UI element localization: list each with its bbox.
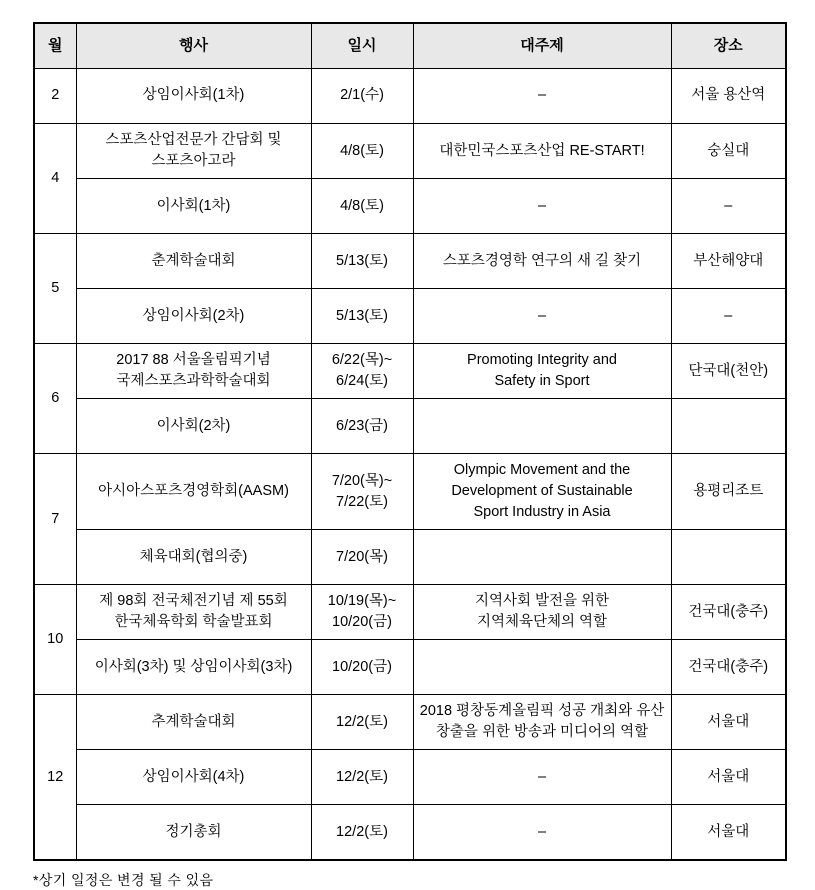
event-cell-line: 상임이사회(2차) xyxy=(142,307,245,324)
date-cell-line: 10/19(목)~ xyxy=(327,593,397,610)
place-cell xyxy=(671,69,786,124)
table-row xyxy=(34,695,786,750)
place-cell xyxy=(671,530,786,585)
month-cell: 6 xyxy=(34,344,76,454)
event-cell-lines xyxy=(81,547,307,568)
schedule-table xyxy=(33,22,787,861)
topic-cell xyxy=(413,640,671,695)
place-cell-line: 서울 용산역 xyxy=(691,87,766,104)
event-cell-line: 이사회(1차) xyxy=(156,197,231,214)
topic-cell-line: – xyxy=(537,87,547,104)
event-cell-line: 추계학술대회 xyxy=(151,713,236,730)
date-cell-line: 10/20(금) xyxy=(332,614,392,631)
place-cell-lines xyxy=(676,85,782,106)
date-cell-lines xyxy=(316,822,409,843)
column-header-topic: 대주제 xyxy=(413,23,671,69)
date-cell xyxy=(311,640,413,695)
place-cell-line: 단국대(천안) xyxy=(688,362,769,379)
date-cell-lines xyxy=(316,657,409,678)
topic-cell xyxy=(413,289,671,344)
date-cell-line: 5/13(토) xyxy=(336,252,388,269)
footnote: *상기 일정은 변경 될 수 있음 xyxy=(33,872,214,889)
event-cell-lines xyxy=(81,251,307,272)
event-cell-lines xyxy=(81,350,307,392)
date-cell-lines xyxy=(316,196,409,217)
topic-cell xyxy=(413,69,671,124)
event-cell-line: 스포츠아고라 xyxy=(151,153,236,170)
date-cell-lines xyxy=(316,547,409,568)
date-cell-lines xyxy=(316,416,409,437)
event-cell xyxy=(76,179,311,234)
topic-cell-line: – xyxy=(537,197,547,214)
topic-cell-line: Sport Industry in Asia xyxy=(473,504,611,521)
date-cell xyxy=(311,344,413,399)
column-header-event: 행사 xyxy=(76,23,311,69)
date-cell-line: 5/13(토) xyxy=(336,307,388,324)
month-cell: 10 xyxy=(34,585,76,695)
place-cell-lines xyxy=(676,767,782,788)
topic-cell-lines xyxy=(418,822,667,843)
topic-cell-line: Olympic Movement and the xyxy=(453,462,631,479)
date-cell-lines xyxy=(316,350,409,392)
date-cell-lines xyxy=(316,712,409,733)
place-cell xyxy=(671,750,786,805)
event-cell-line: 아시아스포츠경영학회(AASM) xyxy=(98,483,289,500)
event-cell xyxy=(76,69,311,124)
date-cell-line: 7/20(목)~ xyxy=(331,472,393,489)
event-cell-lines xyxy=(81,481,307,502)
month-cell: 12 xyxy=(34,695,76,861)
event-cell-line: 체육대회(협의중) xyxy=(139,548,248,565)
topic-cell-lines xyxy=(418,196,667,217)
date-cell xyxy=(311,454,413,530)
place-cell-lines xyxy=(676,306,782,327)
date-cell-lines xyxy=(316,471,409,513)
event-cell-line: 이사회(3차) 및 상임이사회(3차) xyxy=(94,658,293,675)
date-cell xyxy=(311,695,413,750)
event-cell-lines xyxy=(81,416,307,437)
table-row xyxy=(34,805,786,861)
event-cell-line: 한국체육학회 학술발표회 xyxy=(114,614,273,631)
table-row xyxy=(34,344,786,399)
place-cell-line: 건국대(충주) xyxy=(688,658,769,675)
column-header-place: 장소 xyxy=(671,23,786,69)
topic-cell-line: 대한민국스포츠산업 RE-START! xyxy=(439,142,645,159)
topic-cell-lines xyxy=(418,85,667,106)
topic-cell xyxy=(413,344,671,399)
event-cell-lines xyxy=(81,306,307,327)
topic-cell-line: – xyxy=(537,307,547,324)
date-cell-lines xyxy=(316,591,409,633)
event-cell-line: 국제스포츠과학학술대회 xyxy=(116,373,271,390)
date-cell xyxy=(311,179,413,234)
date-cell xyxy=(311,585,413,640)
event-cell xyxy=(76,289,311,344)
event-cell-line: 이사회(2차) xyxy=(156,417,231,434)
date-cell-lines xyxy=(316,141,409,162)
topic-cell-lines xyxy=(418,767,667,788)
place-cell xyxy=(671,124,786,179)
event-cell-lines xyxy=(81,130,307,172)
event-cell-lines xyxy=(81,85,307,106)
place-cell-line: 부산해양대 xyxy=(693,252,764,269)
event-cell-lines xyxy=(81,822,307,843)
date-cell xyxy=(311,399,413,454)
date-cell xyxy=(311,805,413,861)
event-cell xyxy=(76,344,311,399)
date-cell xyxy=(311,530,413,585)
table-row xyxy=(34,234,786,289)
table-row xyxy=(34,69,786,124)
topic-cell-line: – xyxy=(537,768,547,785)
month-cell: 7 xyxy=(34,454,76,585)
event-cell-line: 제 98회 전국체전기념 제 55회 xyxy=(99,593,288,610)
topic-cell xyxy=(413,399,671,454)
place-cell-lines xyxy=(676,361,782,382)
topic-cell xyxy=(413,179,671,234)
event-cell-line: 춘계학술대회 xyxy=(151,252,236,269)
topic-cell xyxy=(413,234,671,289)
event-cell xyxy=(76,640,311,695)
event-cell-line: 정기총회 xyxy=(165,823,222,840)
date-cell-line: 2/1(수) xyxy=(340,87,384,104)
date-cell-lines xyxy=(316,767,409,788)
place-cell xyxy=(671,344,786,399)
place-cell-line: – xyxy=(724,197,733,214)
topic-cell-line: Safety in Sport xyxy=(494,373,590,390)
date-cell-line: 12/2(토) xyxy=(336,713,388,730)
date-cell-line: 6/23(금) xyxy=(336,417,388,434)
place-cell xyxy=(671,234,786,289)
date-cell-line: 7/22(토) xyxy=(336,493,388,510)
place-cell-line: 숭실대 xyxy=(707,142,750,159)
event-cell-line: 상임이사회(4차) xyxy=(142,768,245,785)
topic-cell-lines xyxy=(418,251,667,272)
date-cell-line: 7/20(목) xyxy=(336,548,388,565)
date-cell-lines xyxy=(316,85,409,106)
table-row xyxy=(34,640,786,695)
date-cell xyxy=(311,124,413,179)
table-row xyxy=(34,124,786,179)
event-cell xyxy=(76,750,311,805)
table-body xyxy=(34,69,786,861)
table-row xyxy=(34,585,786,640)
place-cell xyxy=(671,289,786,344)
event-cell xyxy=(76,585,311,640)
table-row xyxy=(34,750,786,805)
date-cell-line: 10/20(금) xyxy=(332,658,392,675)
header-row xyxy=(34,23,786,69)
table-row xyxy=(34,530,786,585)
date-cell-line: 12/2(토) xyxy=(336,823,388,840)
place-cell-lines xyxy=(676,196,782,217)
event-cell xyxy=(76,530,311,585)
place-cell xyxy=(671,399,786,454)
topic-cell xyxy=(413,124,671,179)
place-cell-line: – xyxy=(724,307,733,324)
place-cell-lines xyxy=(676,712,782,733)
place-cell-lines xyxy=(676,141,782,162)
event-cell-line: 스포츠산업전문가 간담회 및 xyxy=(105,132,282,148)
place-cell-line: 서울대 xyxy=(707,823,750,840)
date-cell-lines xyxy=(316,306,409,327)
topic-cell-line: 스포츠경영학 연구의 새 길 찾기 xyxy=(442,252,642,269)
event-cell-lines xyxy=(81,591,307,633)
event-cell xyxy=(76,805,311,861)
month-cell: 5 xyxy=(34,234,76,344)
place-cell-lines xyxy=(676,602,782,623)
column-header-month: 월 xyxy=(34,23,76,69)
event-cell xyxy=(76,399,311,454)
place-cell xyxy=(671,179,786,234)
event-cell-lines xyxy=(81,196,307,217)
event-cell xyxy=(76,454,311,530)
column-header-date: 일시 xyxy=(311,23,413,69)
event-cell xyxy=(76,695,311,750)
topic-cell-line: – xyxy=(537,823,547,840)
place-cell-line: 건국대(충주) xyxy=(688,603,769,620)
place-cell-line: 서울대 xyxy=(707,713,750,730)
event-cell-lines xyxy=(81,767,307,788)
topic-cell xyxy=(413,530,671,585)
place-cell-line: 용평리조트 xyxy=(693,483,764,500)
place-cell xyxy=(671,454,786,530)
date-cell-line: 4/8(토) xyxy=(340,197,384,214)
topic-cell-line: 지역체육단체의 역할 xyxy=(476,614,608,631)
table-row xyxy=(34,179,786,234)
topic-cell-line: Promoting Integrity and xyxy=(467,352,617,369)
topic-cell-lines xyxy=(418,306,667,327)
month-cell: 2 xyxy=(34,69,76,124)
topic-cell-lines xyxy=(418,591,667,633)
date-cell xyxy=(311,750,413,805)
table-row xyxy=(34,289,786,344)
place-cell-lines xyxy=(676,251,782,272)
topic-cell xyxy=(413,805,671,861)
topic-cell-lines xyxy=(418,350,667,392)
place-cell-line: 서울대 xyxy=(707,768,750,785)
event-cell xyxy=(76,234,311,289)
event-cell-line: 2017 88 서울올림픽기념 xyxy=(116,352,271,369)
table-row xyxy=(34,454,786,530)
topic-cell xyxy=(413,695,671,750)
topic-cell-lines xyxy=(418,701,667,743)
date-cell-line: 12/2(토) xyxy=(336,768,388,785)
topic-cell-line: Development of Sustainable xyxy=(451,483,633,500)
date-cell-line: 4/8(토) xyxy=(340,142,384,159)
topic-cell xyxy=(413,585,671,640)
topic-cell xyxy=(413,454,671,530)
place-cell-lines xyxy=(676,481,782,502)
date-cell-lines xyxy=(316,251,409,272)
date-cell-line: 6/22(목)~ xyxy=(331,352,393,369)
event-cell-lines xyxy=(81,712,307,733)
topic-cell-line: 지역사회 발전을 위한 xyxy=(474,593,610,610)
place-cell xyxy=(671,695,786,750)
event-cell xyxy=(76,124,311,179)
topic-cell-line: 2018 평창동계올림픽 성공 개최와 유산 xyxy=(419,703,665,720)
place-cell-lines xyxy=(676,657,782,678)
event-cell-line: 상임이사회(1차) xyxy=(142,87,245,104)
topic-cell-line: 창출을 위한 방송과 미디어의 역할 xyxy=(435,724,649,741)
topic-cell xyxy=(413,750,671,805)
place-cell-lines xyxy=(676,822,782,843)
place-cell xyxy=(671,640,786,695)
date-cell xyxy=(311,234,413,289)
place-cell xyxy=(671,805,786,861)
table-header xyxy=(34,23,786,69)
topic-cell-lines xyxy=(418,460,667,523)
topic-cell-lines xyxy=(418,141,667,162)
table-row xyxy=(34,399,786,454)
month-cell: 4 xyxy=(34,124,76,234)
date-cell-line: 6/24(토) xyxy=(336,373,388,390)
date-cell xyxy=(311,69,413,124)
event-cell-lines xyxy=(81,657,307,678)
place-cell xyxy=(671,585,786,640)
date-cell xyxy=(311,289,413,344)
